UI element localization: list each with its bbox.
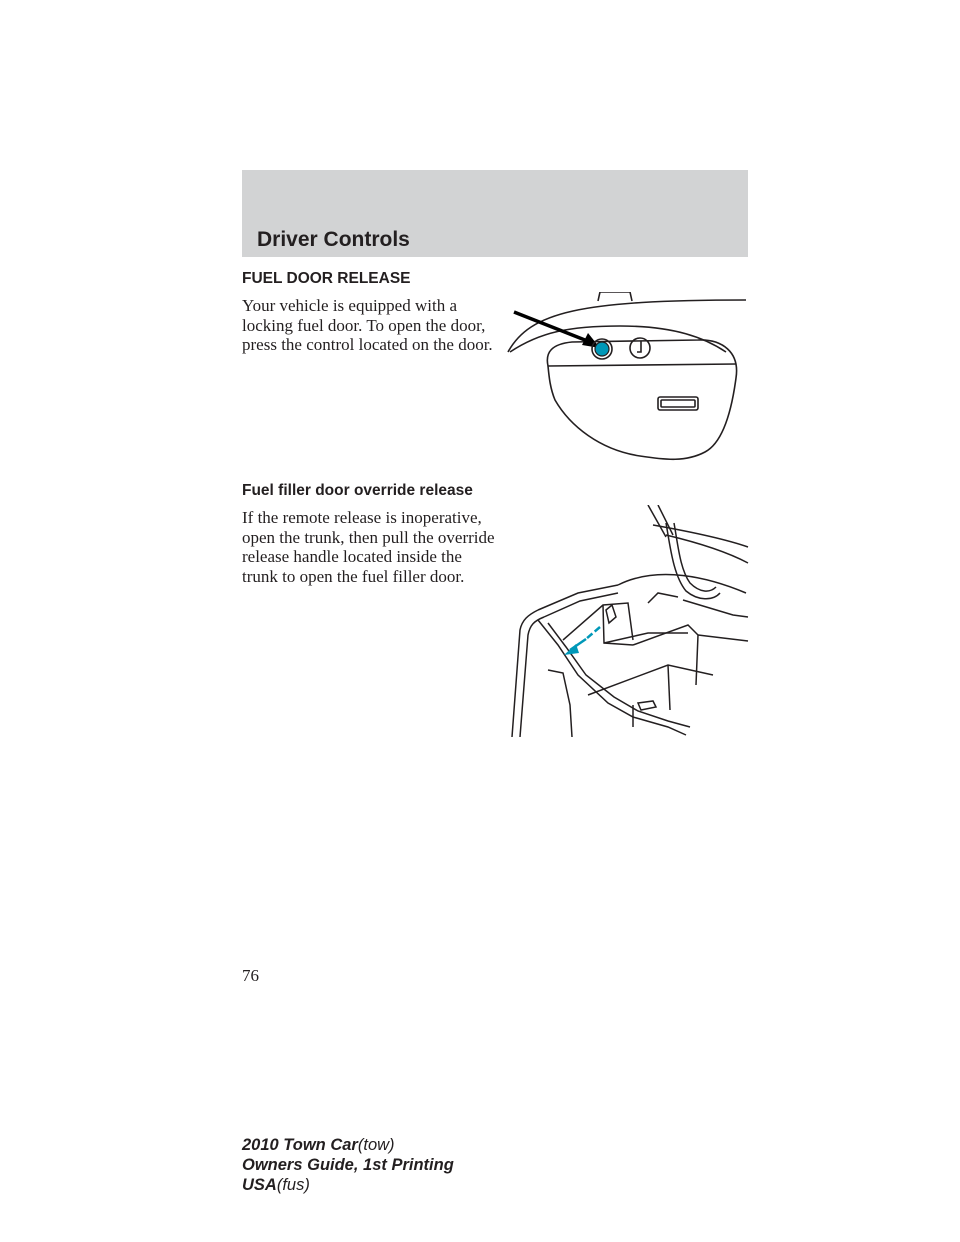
footer [242, 1135, 454, 1195]
override-heading: Fuel filler door override release [242, 482, 473, 499]
footer-model: 2010 Town Car [242, 1136, 358, 1154]
footer-printing: Owners Guide, 1st Printing [242, 1156, 454, 1174]
override-body: If the remote release is inoperative, open the trunk, then pull the override release handle located inside the trunk to open the fuel filler door. [242, 508, 495, 586]
footer-line-2 [242, 1155, 454, 1175]
footer-market-code: (fus) [276, 1176, 310, 1194]
footer-model-code: (tow) [357, 1136, 395, 1154]
trunk-illustration [508, 505, 753, 740]
fuel-door-body: Your vehicle is equipped with a locking fuel door. To open the door, press the control located on the door. [242, 296, 493, 354]
fuel-door-illustration [500, 292, 750, 472]
footer-market: USA [242, 1176, 277, 1194]
fuel-door-heading: FUEL DOOR RELEASE [242, 270, 411, 287]
page-number: 76 [242, 966, 259, 985]
section-title: Driver Controls [257, 228, 410, 251]
footer-line-1 [242, 1135, 454, 1155]
footer-line-3 [242, 1175, 454, 1195]
